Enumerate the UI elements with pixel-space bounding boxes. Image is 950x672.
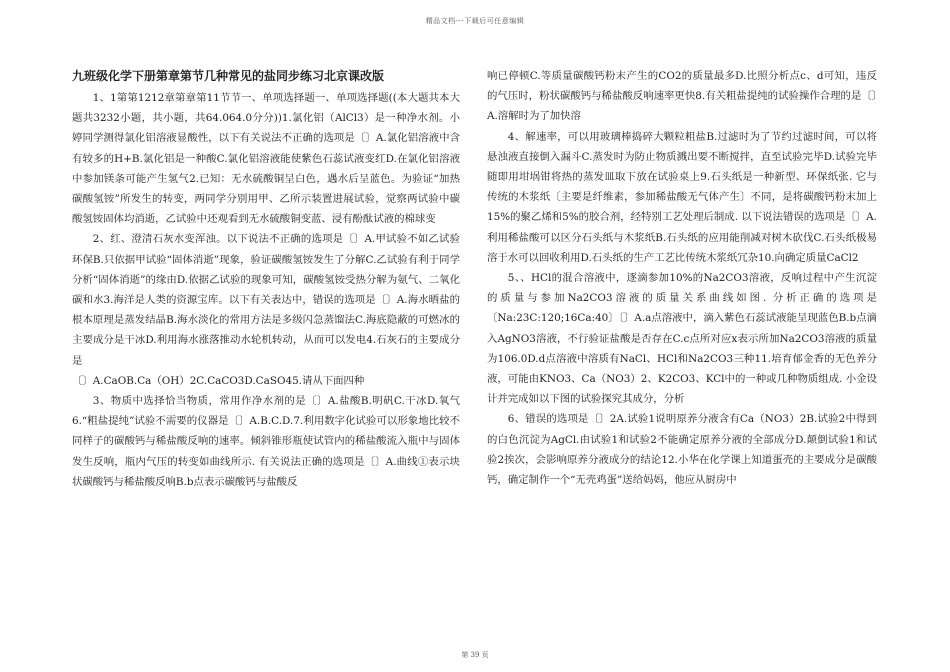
document-title: 九班级化学下册第章第节几种常见的盐同步练习北京课改版	[72, 69, 385, 83]
paragraph: 6、错误的选项是〔〕2A.试验1说明原养分液含有Ca（NO3）2B.试验2中得到的白色沉淀为AgCl.由试验1和试验2不能确定原养分液的全部成分D.颠倒试验1和试验2挨次，会影响原养分液成分的结论12.小华在化学课上知道蛋壳的主要成分是碳酸钙，确定制作一个“无壳鸡蛋”送给妈妈，他应从厨房中	[487, 413, 877, 487]
paragraph: 响已停顿C.等质量碳酸钙粉末产生的CO2的质量最多D.比照分析点c、d可知，违反的气压时，粉状碳酸钙与稀盐酸反响速率更快8.有关粗盐提纯的试验操作合理的是〔〕A.溶解时为了加快溶	[487, 70, 877, 123]
left-column	[72, 66, 460, 492]
right-column	[487, 66, 877, 490]
paragraph: 〔〕A.CaOB.Ca（OH）2C.CaCO3D.CaSO45.请从下面四种	[72, 374, 365, 387]
page-header: 精品文档---下载后可任意编辑	[425, 17, 525, 25]
paragraph: 4、解速率，可以用玻璃棒捣碎大颗粒粗盐B.过滤时为了节约过滤时间，可以将悬浊液直接倒入漏斗C.蒸发时为防止物质溅出要不断搅拌，直至试验完毕D.试验完毕随即用坩埚钳将热的蒸发皿取下放在试验桌上9.石头纸是一种新型、环保纸张. 它与传统的木浆纸〔主要是纤维素，参加稀盐酸无气体产生〕不同，是将碳酸钙粉末加上15%的聚乙烯和5%的胶合剂，经特别工艺处理后制成. 以下说法错误的选项是〔〕A.利用稀盐酸可以区分石头纸与木浆纸B.石头纸的应用能削减对树木砍伐C.石头纸极易溶于水可以回收利用D.石头纸的生产工艺比传统木浆纸冗杂10.向确定质量CaCl2	[487, 130, 877, 264]
paragraph: 2、红、澄清石灰水变浑浊。以下说法不正确的选项是〔〕A.甲试验不如乙试验环保B.只依据甲试验“固体消逝”现象，验证碳酸氢铵发生了分解C.乙试验有利于同学分析“固体消逝”的缘由D.依据乙试验的现象可知，碳酸氢铵受热分解为氨气、二氧化碳和水3.海洋是人类的资源宝库。以下有关表达中，错误的选项是〔〕A.海水晒盐的根本原理是蒸发结晶B.海水淡化的常用方法是多级闪急蒸馏法C.海底隐蔽的可燃冰的主要成分是干冰D.利用海水涨落推动水轮机转动，从而可以发电4.石灰石的主要成分是	[72, 233, 460, 367]
paragraph: 1、1第第1212章第章第11节节一、单项选择题一、单项选择题((本大题共本大题共3232小题，共小题，共64.064.0分分))1.氯化铝（AlCl3）是一种净水剂。小婷同学测得氯化铝溶液显酸性，以下有关说法不正确的选项是〔〕A.氯化铝溶液中含有较多的H+B.氯化铝是一种酸C.氯化铝溶液能使紫色石蕊试液变红D.在氯化铝溶液中参加镁条可能产生氢气2.已知：无水硫酸铜呈白色，遇水后呈蓝色。为验证“加热碳酸氢铵”所发生的转变，两同学分别用甲、乙所示装置进展试验，觉察两试验中碳酸氢铵固体均消逝，乙试验中还观看到无水硫酸铜变蓝、浸有酚酞试液的棉球变	[72, 92, 460, 226]
paragraph: 5、、HCl的混合溶液中，逐滴参加10%的Na2CO3溶液，反响过程中产生沉淀的质量与参加Na2CO3溶液的质量关系曲线如图. 分析正确的选项是〔Na:23C:120;16Ca:40〕〔〕A.a点溶液中，滴入紫色石蕊试液能呈现蓝色B.b点滴入AgNO3溶液，不行验证盐酸是否存在C.c点所对应x表示所加Na2CO3溶液的质量为106.0D.d点溶液中溶质有NaCl、HCl和Na2CO3三种11.培育郁金香的无色养分液，可能由KNO3、Ca（NO3）2、K2CO3、KCl中的一种或几种物质组成. 小金设计并完成如以下图的试验探究其成分，分析	[487, 272, 877, 406]
paragraph: 3、物质中选择恰当物质，常用作净水剂的是〔〕A.盐酸B.明矾C.干冰D.氧气6.“粗盐提纯”试验不需要的仪器是〔〕A.B.C.D.7.利用数字化试验可以形象地比较不同样子的碳酸钙与稀盐酸反响的速率。倾斜锥形瓶使试管内的稀盐酸流入瓶中与固体发生反响，瓶内气压的转变如曲线所示. 有关说法正确的选项是〔〕A.曲线①表示块状碳酸钙与稀盐酸反响B.b点表示碳酸钙与盐酸反	[72, 395, 460, 488]
page-number: 第 39 页	[461, 651, 489, 659]
